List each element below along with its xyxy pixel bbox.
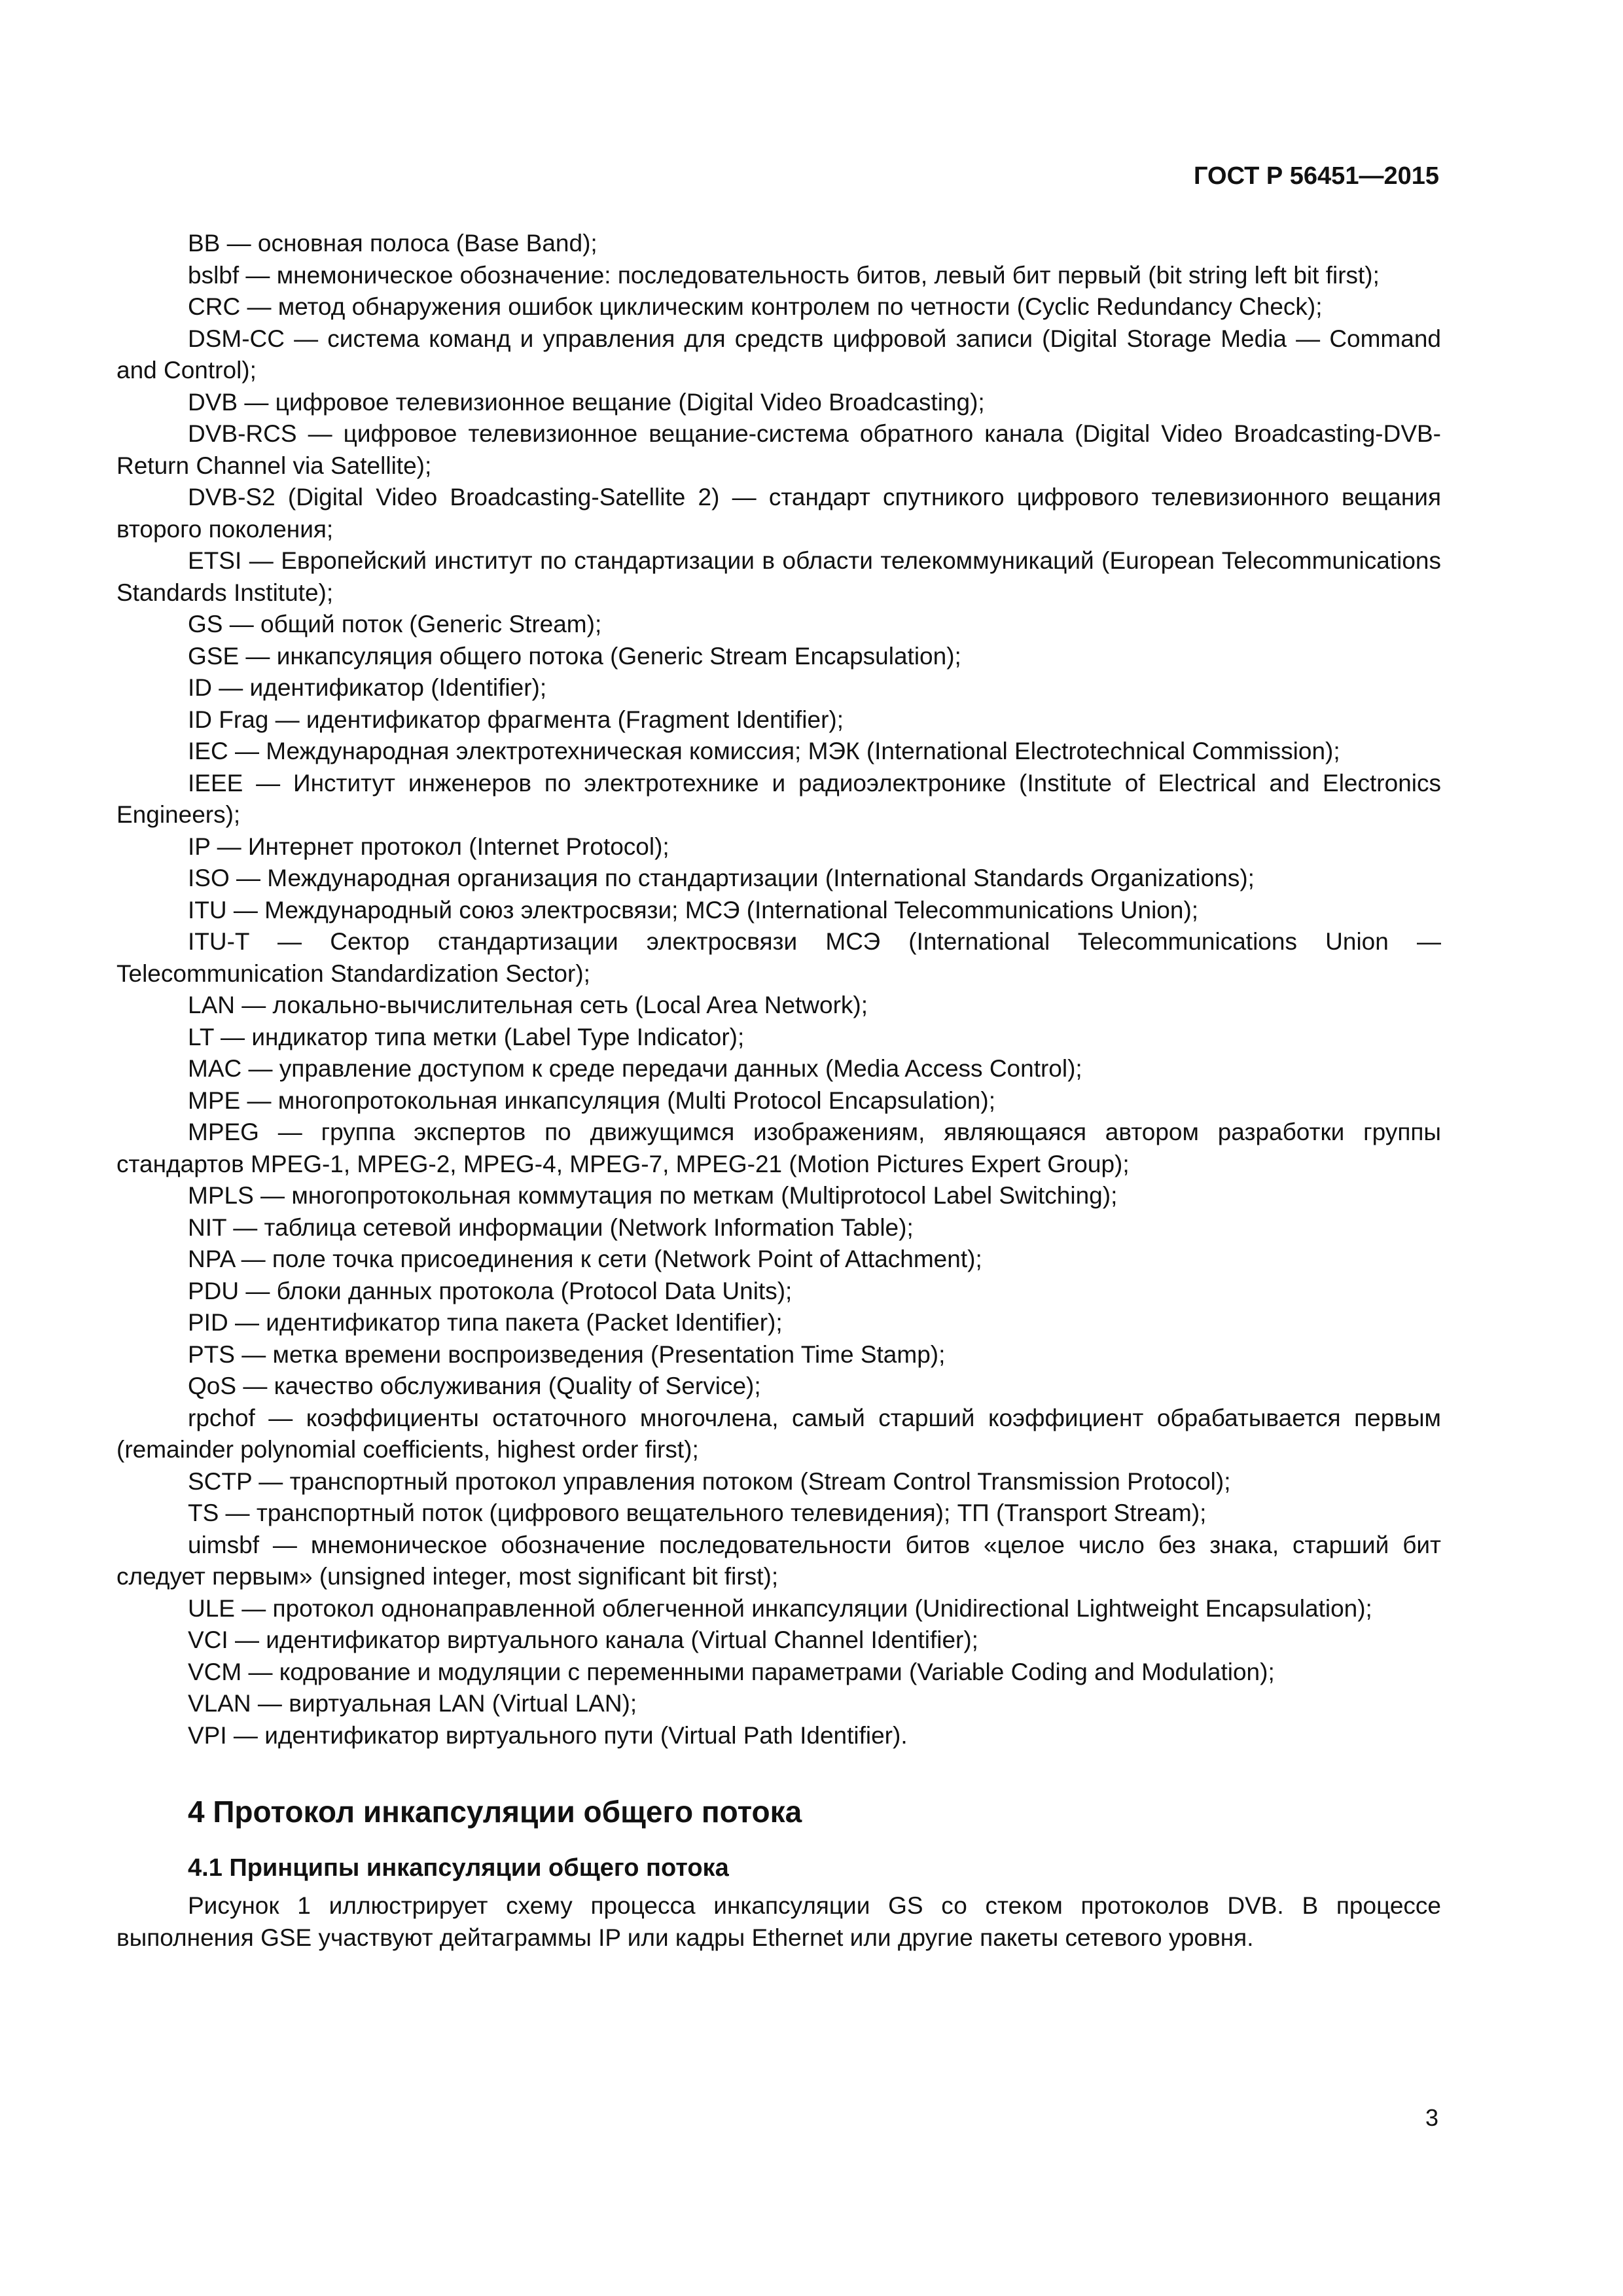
abbreviation-entry-pts: PTS — метка времени воспроизведения (Presentation Time Stamp); (188, 1340, 946, 1368)
abbreviation-entry-sctp: SCTP — транспортный протокол управления потоком (Stream Control Transmission Protocol); (188, 1467, 1231, 1495)
abbreviation-entry-lan: LAN — локально-вычислительная сеть (Local Area Network); (188, 992, 868, 1018)
abbreviation-entry-uimsbf: uimsbf — мнемоническое обозначение последовательности битов «целое число без знака, старший бит следует первым» (unsigned integer, most significant bit first); (116, 1531, 1441, 1590)
abbreviation-entry-dvb-s2: DVB-S2 (Digital Video Broadcasting-Satellite 2) — стандарт спутникого цифрового телевизионного вещания второго поколения; (116, 484, 1441, 543)
abbreviation-entry-dsm-cc: DSM-CC — система команд и управления для средств цифровой записи (Digital Storage Media — Command and Control); (116, 325, 1441, 384)
abbreviation-entry-nit: NIT — таблица сетевой информации (Network Information Table); (188, 1213, 914, 1241)
subsection-title: 4.1 Принципы инкапсуляции общего потока (188, 1854, 729, 1882)
abbreviation-entry-ieee: IEEE — Институт инженеров по электротехнике и радиоэлектронике (Institute of Electrical and Electronics Engineers); (116, 769, 1441, 828)
abbreviation-entry-mpe: MPE — многопротокольная инкапсуляция (Multi Protocol Encapsulation); (188, 1086, 995, 1114)
abbreviation-entry-iec: IEC — Международная электротехническая комиссия; МЭК (International Electrotechnical Commission); (188, 738, 1340, 764)
abbreviation-entry-ts: TS — транспортный поток (цифрового вещательного телевидения); ТП (Transport Stream); (188, 1499, 1207, 1526)
abbreviation-entry-gse: GSE — инкапсуляция общего потока (Generic Stream Encapsulation); (188, 642, 961, 670)
abbreviation-entry-pid: PID — идентификатор типа пакета (Packet Identifier); (188, 1309, 783, 1336)
abbreviation-entry-mpeg: MPEG — группа экспертов по движущимся изображениям, являющаяся автором разработки группы стандартов MPEG-1, MPEG-2, MPEG-4, MPEG-7, MPEG-21 (Motion Pictures Expert Group); (116, 1119, 1441, 1177)
abbreviation-entry-id-frag: ID Frag — идентификатор фрагмента (Fragment Identifier); (188, 706, 844, 733)
page-content (116, 228, 1441, 1954)
abbreviation-entry-ip: IP — Интернет протокол (Internet Protocol); (188, 833, 669, 860)
abbreviation-entry-dvb: DVB — цифровое телевизионное вещание (Digital Video Broadcasting); (188, 388, 985, 416)
abbreviation-entry-itu: ITU — Международный союз электросвязи; МСЭ (International Telecommunications Union); (188, 896, 1199, 924)
abbreviations-list (116, 228, 1441, 1751)
abbreviation-entry-vpi: VPI — идентификатор виртуального пути (Virtual Path Identifier). (188, 1721, 908, 1749)
abbreviation-entry-iso: ISO — Международная организация по стандартизации (International Standards Organizations); (188, 865, 1255, 891)
abbreviation-entry-qos: QoS — качество обслуживания (Quality of Service); (188, 1372, 761, 1399)
abbreviation-entry-itu-t: ITU-T — Сектор стандартизации электросвязи МСЭ (International Telecommunications Union — Telecommunication Standardization Sector); (116, 928, 1441, 987)
abbreviation-entry-vcm: VCM — кодрование и модуляции с переменными параметрами (Variable Coding and Modulation); (188, 1658, 1275, 1685)
abbreviation-entry-npa: NPA — поле точка присоединения к сети (Network Point of Attachment); (188, 1246, 982, 1272)
abbreviation-entry-ule: ULE — протокол однонаправленной облегченной инкапсуляции (Unidirectional Lightweight Encapsulation); (188, 1594, 1372, 1622)
abbreviation-entry-bslbf: bslbf — мнемоническое обозначение: последовательность битов, левый бит первый (bit string left bit first); (188, 261, 1380, 289)
abbreviation-entry-pdu: PDU — блоки данных протокола (Protocol Data Units); (188, 1277, 793, 1304)
section-paragraph: Рисунок 1 иллюстрирует схему процесса инкапсуляции GS со стеком протоколов DVB. В процессе выполнения GSE участвуют дейтаграммы IP или кадры Ethernet или другие пакеты сетевого уровня. (116, 1892, 1441, 1951)
abbreviation-entry-crc: CRC — метод обнаружения ошибок циклическим контролем по четности (Cyclic Redundancy Check); (188, 293, 1323, 320)
abbreviation-entry-mac: MAC — управление доступом к среде передачи данных (Media Access Control); (188, 1055, 1082, 1082)
abbreviation-entry-lt: LT — индикатор типа метки (Label Type Indicator); (188, 1023, 745, 1050)
section-title: 4 Протокол инкапсуляции общего потока (188, 1795, 802, 1829)
abbreviation-entry-id: ID — идентификатор (Identifier); (188, 674, 547, 701)
abbreviation-entry-etsi: ETSI — Европейский институт по стандартизации в области телекоммуникаций (European Telecommunications Standards Institute); (116, 547, 1441, 606)
abbreviation-entry-mpls: MPLS — многопротокольная коммутация по меткам (Multiprotocol Label Switching); (188, 1182, 1118, 1209)
document-code-header: ГОСТ Р 56451—2015 (1194, 162, 1439, 190)
abbreviation-entry-gs: GS — общий поток (Generic Stream); (188, 611, 602, 637)
abbreviation-entry-bb: BB — основная полоса (Base Band); (188, 230, 597, 257)
abbreviation-entry-vci: VCI — идентификатор виртуального канала (Virtual Channel Identifier); (188, 1626, 978, 1653)
abbreviation-entry-vlan: VLAN — виртуальная LAN (Virtual LAN); (188, 1690, 637, 1717)
abbreviation-entry-dvb-rcs: DVB-RCS — цифровое телевизионное вещание-система обратного канала (Digital Video Broadcasting-DVB-Return Channel via Satellite); (116, 420, 1441, 479)
abbreviation-entry-rpchof: rpchof — коэффициенты остаточного многочлена, самый старший коэффициент обрабатывается первым (remainder polynomial coefficients, highest order first); (116, 1404, 1441, 1463)
page-number: 3 (1425, 2104, 1438, 2131)
